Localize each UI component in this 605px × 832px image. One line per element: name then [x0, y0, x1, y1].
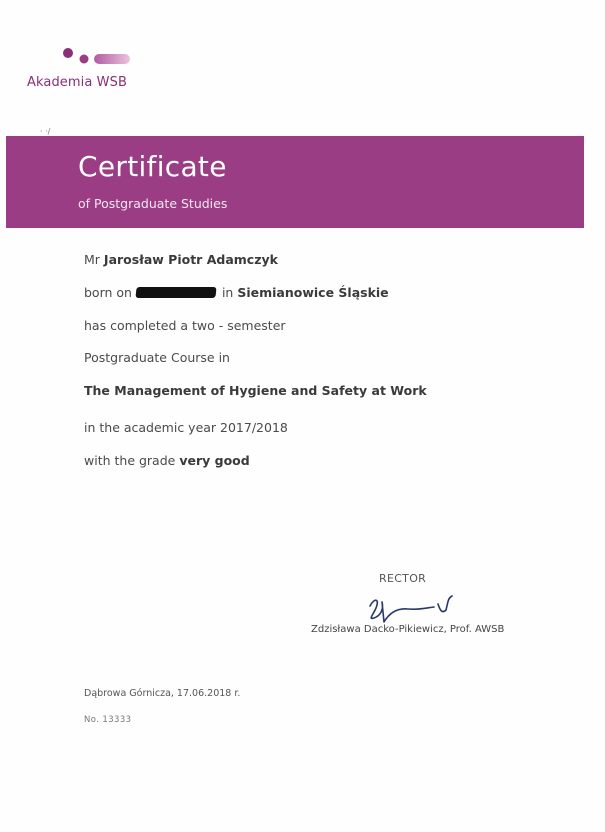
- grade-prefix: with the grade: [84, 453, 176, 468]
- recipient-name: Jarosław Piotr Adamczyk: [103, 252, 278, 267]
- grade-line: [84, 453, 250, 468]
- redacted-birthdate: [135, 287, 216, 298]
- course-name: The Management of Hygiene and Safety at Work: [84, 383, 427, 398]
- birthplace: Siemianowice Śląskie: [237, 285, 389, 300]
- birth-line: [84, 285, 389, 300]
- academic-year-line: in the academic year 2017/2018: [84, 420, 288, 435]
- certificate-subtitle: of Postgraduate Studies: [78, 196, 228, 211]
- born-prefix: born on: [84, 285, 132, 300]
- rector-label: RECTOR: [379, 572, 427, 585]
- akademia-wsb-logo: [24, 48, 164, 93]
- place-and-date: Dąbrowa Górnicza, 17.06.2018 r.: [84, 688, 241, 699]
- title-banner: [6, 136, 584, 228]
- logo-dots-icon: [62, 48, 162, 68]
- logo-text: Akademia WSB: [27, 75, 128, 90]
- course-intro-line: Postgraduate Course in: [84, 350, 230, 365]
- born-in: in: [221, 285, 234, 300]
- certificate-title: Certificate: [78, 150, 227, 183]
- salutation: Mr: [84, 252, 100, 267]
- completed-line: has completed a two - semester: [84, 318, 286, 333]
- grade-value: very good: [179, 453, 250, 468]
- certificate-number: No. 13333: [84, 715, 132, 725]
- recipient-line: [84, 252, 278, 267]
- scan-speck: · ·/: [40, 127, 51, 136]
- signer-name: Zdzisława Dacko-Pikiewicz, Prof. AWSB: [311, 624, 505, 635]
